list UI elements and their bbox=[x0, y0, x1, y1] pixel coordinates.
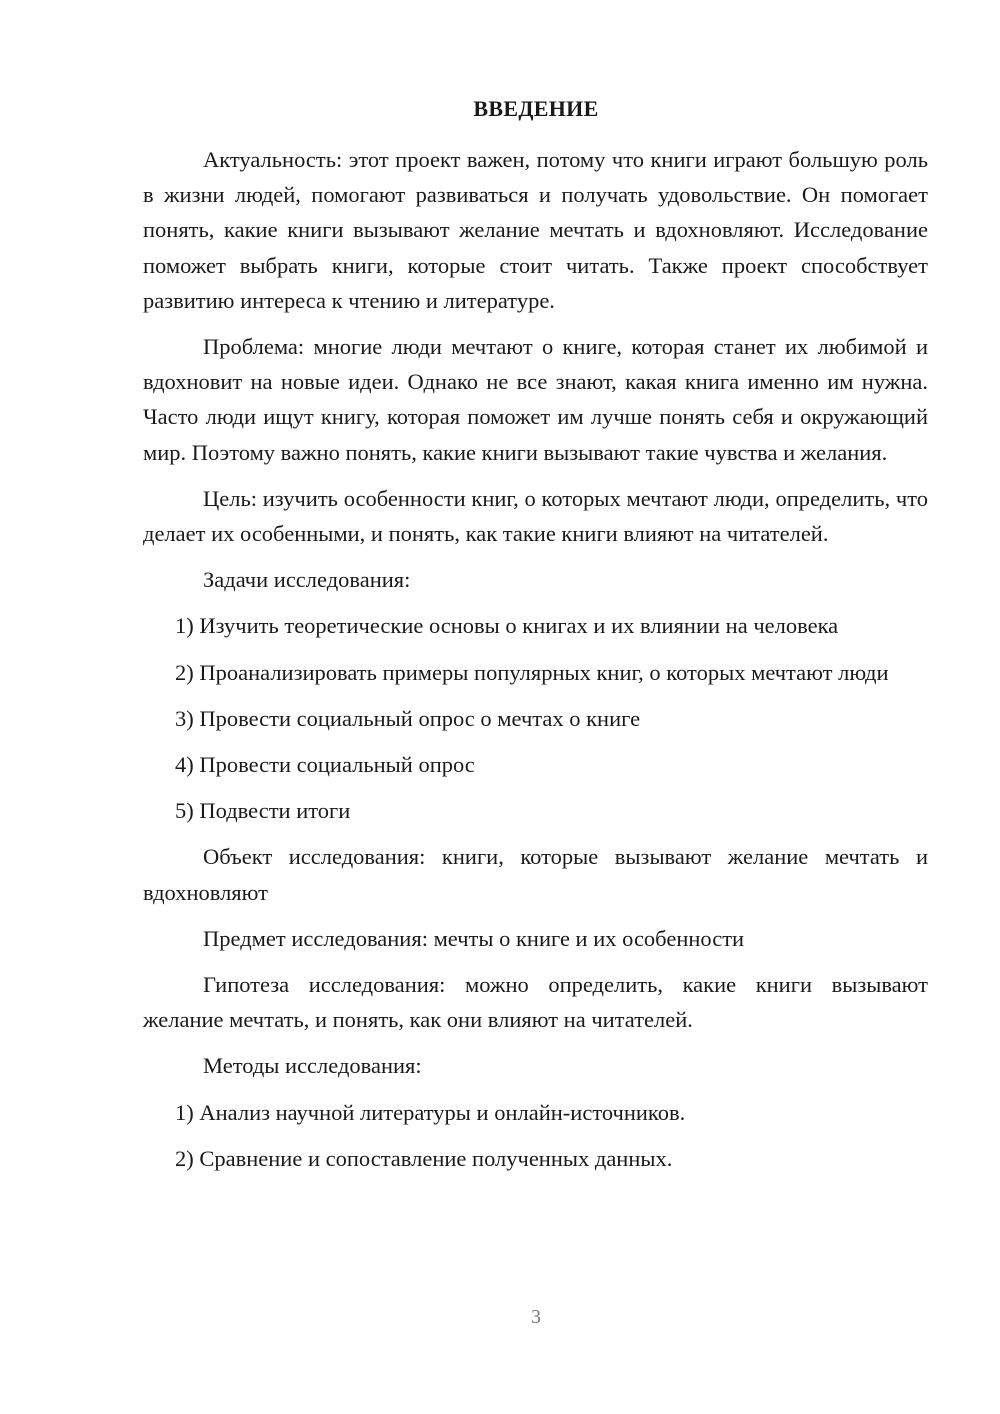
task-item-1: 1) Изучить теоретические основы о книгах и их влиянии на человека bbox=[175, 613, 839, 639]
tasks-title: Задачи исследования: bbox=[203, 567, 411, 593]
body-text bbox=[143, 142, 928, 1176]
paragraph-problem: Проблема: многие люди мечтают о книге, которая станет их любимой и вдохновит на новые идеи. Однако не все знают, какая книга именно им нужна. Часто люди ищут книгу, которая поможет им лучше понять себя и окружающий мир. Поэтому важно понять, какие книги вызывают такие чувства и желания. bbox=[143, 334, 928, 465]
paragraph-goal: Цель: изучить особенности книг, о которых мечтают люди, определить, что делает их особенными, и понять, как такие книги влияют на читателей. bbox=[143, 485, 928, 547]
task-item-4: 4) Провести социальный опрос bbox=[175, 752, 475, 778]
paragraph-object: Объект исследования: книги, которые вызывают желание мечтать и вдохновляют bbox=[143, 844, 928, 905]
task-item-2: 2) Проанализировать примеры популярных книг, о которых мечтают люди bbox=[175, 659, 889, 685]
paragraph-subject: Предмет исследования: мечты о книге и их особенности bbox=[203, 925, 745, 951]
page-number: 3 bbox=[531, 1306, 541, 1328]
method-item-1: 1) Анализ научной литературы и онлайн-источников. bbox=[175, 1099, 686, 1125]
paragraph-relevance: Актуальность: этот проект важен, потому что книги играют большую роль в жизни людей, помогают развиваться и получать удовольствие. Он помогает понять, какие книги вызывают желание мечтать и вдохновляют. Исследование поможет выбрать книги, которые стоит читать. Также проект способствует развитию интереса к чтению и литературе. bbox=[143, 147, 928, 313]
methods-title: Методы исследования: bbox=[203, 1053, 422, 1079]
section-heading: ВВЕДЕНИЕ bbox=[473, 96, 599, 121]
method-item-2: 2) Сравнение и сопоставление полученных данных. bbox=[175, 1145, 673, 1171]
paragraph-hypothesis: Гипотеза исследования: можно определить, какие книги вызывают желание мечтать, и понять, как они влияют на читателей. bbox=[143, 972, 928, 1033]
task-item-3: 3) Провести социальный опрос о мечтах о книге bbox=[175, 705, 641, 731]
task-item-5: 5) Подвести итоги bbox=[175, 798, 351, 824]
